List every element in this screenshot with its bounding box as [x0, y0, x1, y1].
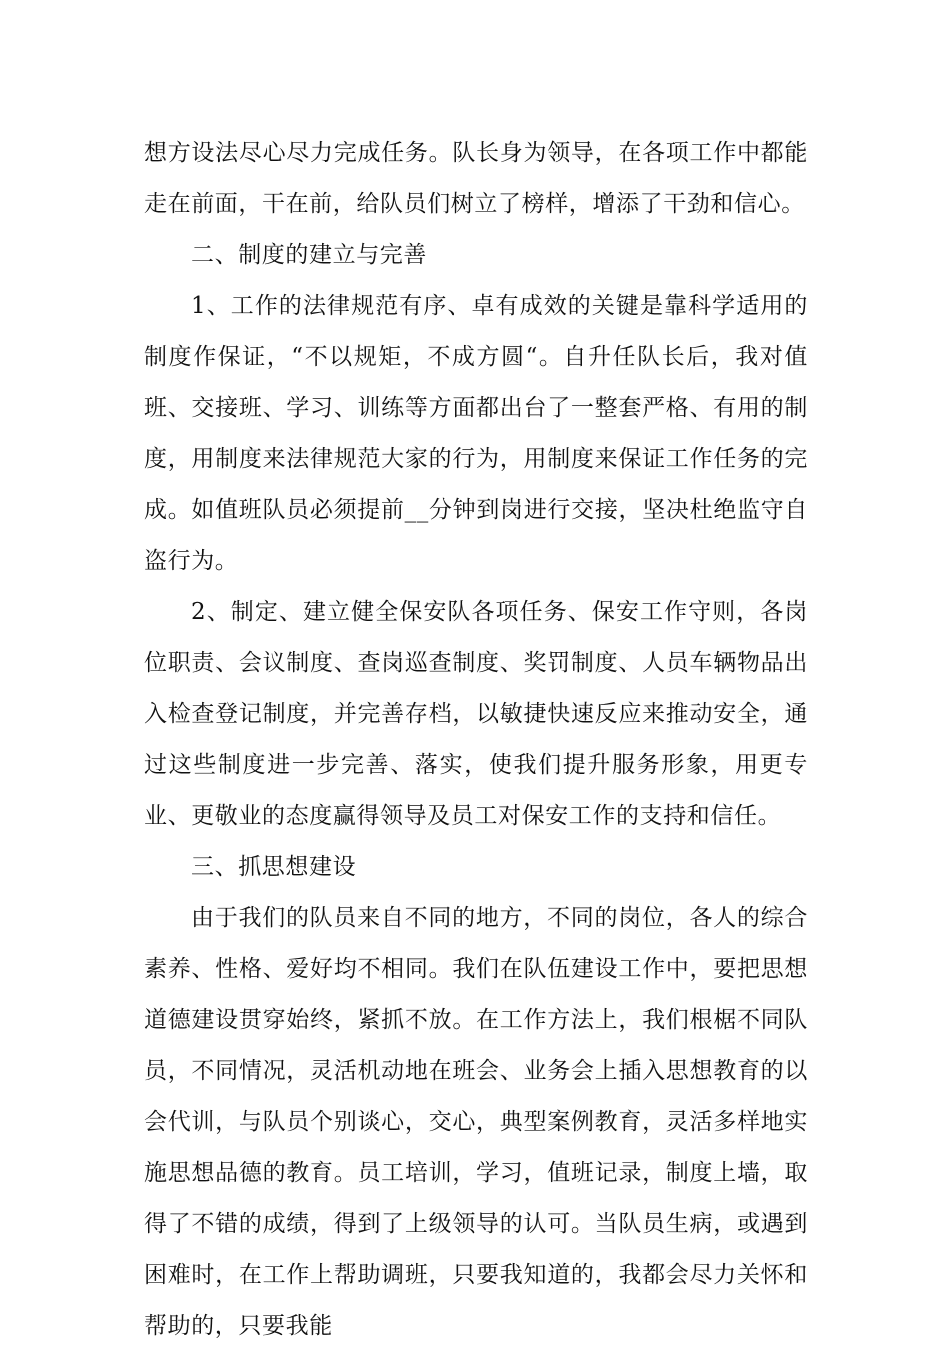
paragraph-continuation: 想方设法尽心尽力完成任务。队长身为领导，在各项工作中都能走在前面，干在前，给队员们树立了榜样，增添了干劲和信心。 [144, 140, 808, 217]
paragraph-thought-building: 由于我们的队员来自不同的地方，不同的岗位，各人的综合素养、性格、爱好均不相同。我们在队伍建设工作中，要把思想道德建设贯穿始终，紧抓不放。在工作方法上，我们根椐不同队员，不同情况，灵活机动地在班会、业务会上插入思想教育的以会代训，与队员个别谈心，交心，典型案例教育，灵活多样地实施思想品德的教育。员工培训，学习，值班记录，制度上墙，取得了不错的成绩，得到了上级领导的认可。当队员生病，或遇到困难时，在工作上帮助调班，只要我知道的，我都会尽力关怀和帮助的，只要我能 [144, 905, 808, 1339]
paragraph-item-1: 1、工作的法律规范有序、卓有成效的关键是靠科学适用的制度作保证，“不以规矩，不成方圆“。自升任队长后，我对值班、交接班、学习、训练等方面都出台了一整套严格、有用的制度，用制度来法律规范大家的行为，用制度来保证工作任务的完成。如值班队员必须提前__分钟到岗进行交接，坚决杜绝监守自盗行为。 [144, 293, 808, 574]
paragraph-item-2: 2、制定、建立健全保安队各项任务、保安工作守则，各岗位职责、会议制度、查岗巡查制度、奖罚制度、人员车辆物品出入检查登记制度，并完善存档，以敏捷快速反应来推动安全，通过这些制度进一步完善、落实，使我们提升服务形象，用更专业、更敬业的态度赢得领导及员工对保安工作的支持和信任。 [144, 599, 808, 829]
document-body [144, 128, 808, 1352]
section-heading-2: 二、制度的建立与完善 [191, 242, 427, 268]
section-heading-3: 三、抓思想建设 [191, 854, 357, 880]
